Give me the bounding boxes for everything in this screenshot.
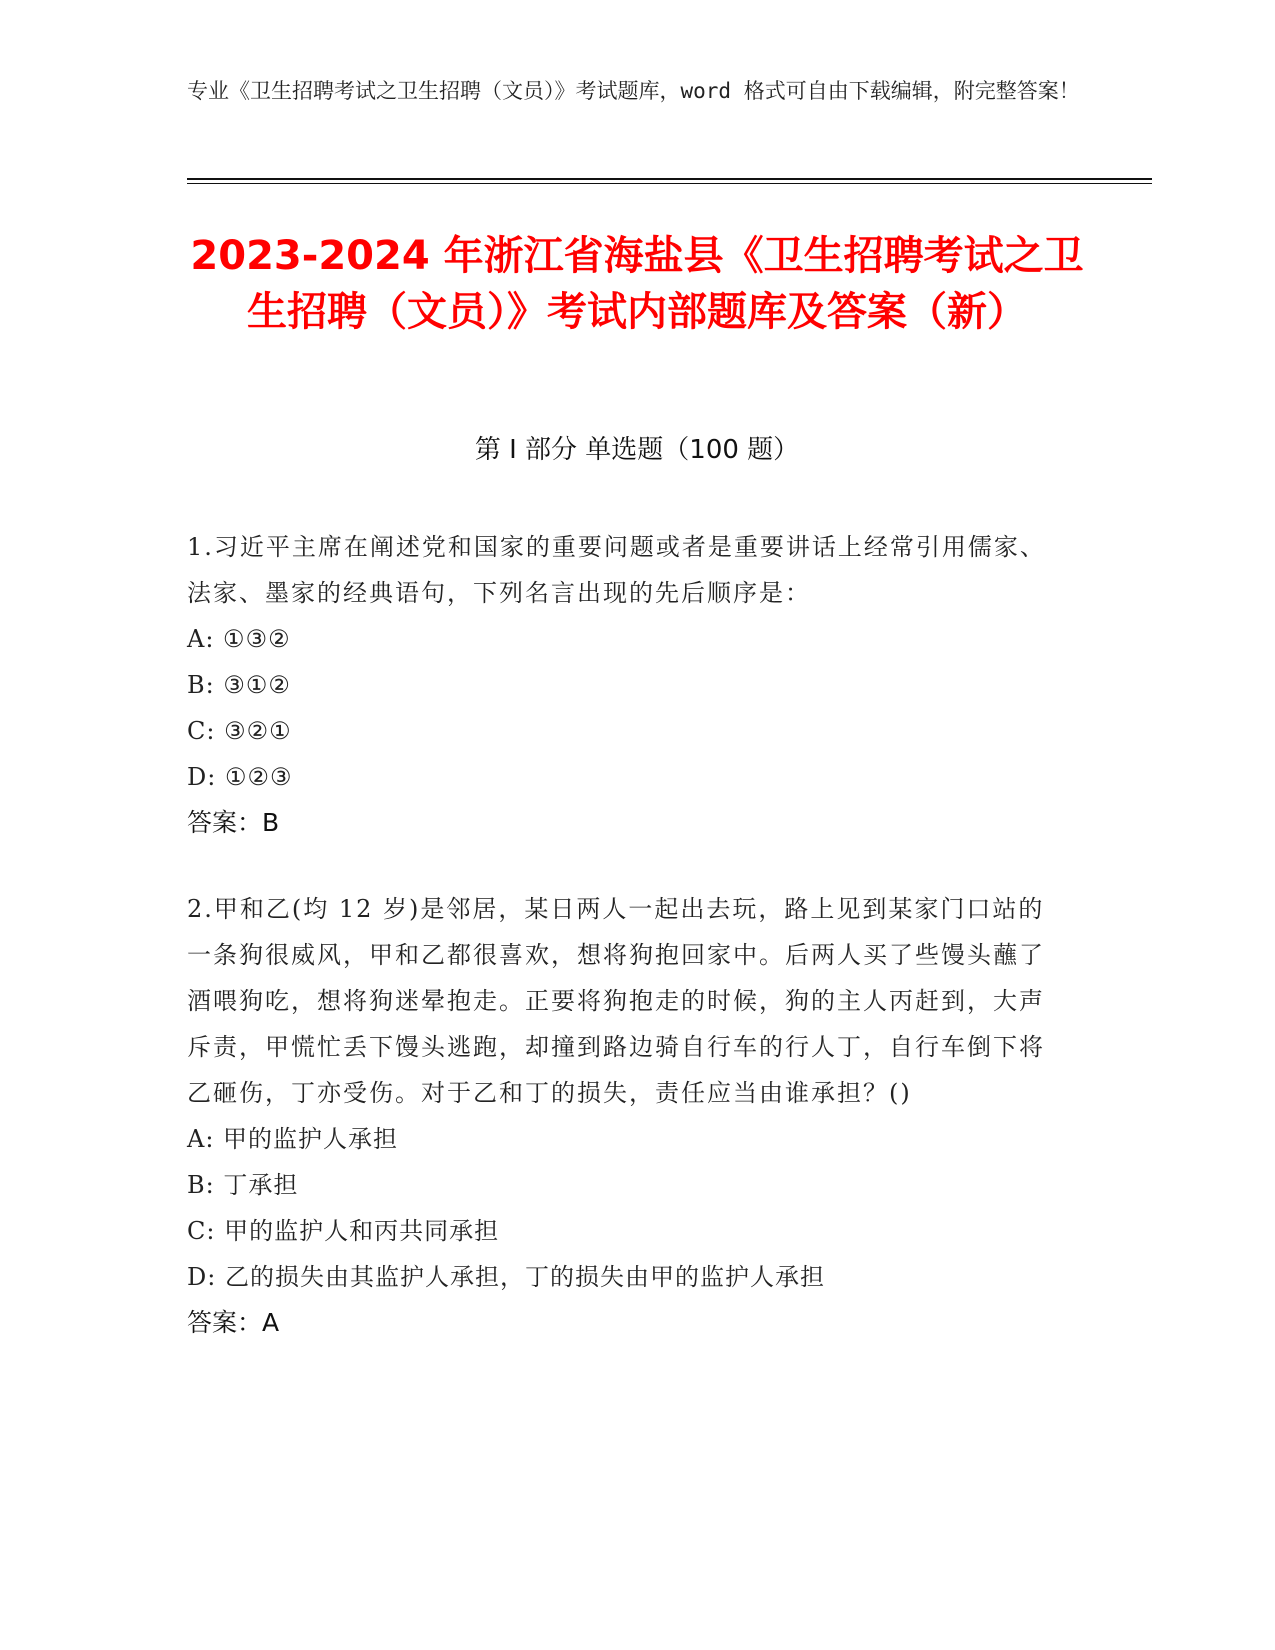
question-1	[187, 524, 1067, 846]
question-stem: 1.习近平主席在阐述党和国家的重要问题或者是重要讲话上经常引用儒家、法家、墨家的经典语句，下列名言出现的先后顺序是：	[187, 533, 1046, 607]
document-title: 2023-2024 年浙江省海盐县《卫生招聘考试之卫生招聘（文员）》考试内部题库及答案（新）	[190, 233, 1084, 335]
header-rule-thin	[187, 183, 1152, 184]
option-b: B: ③①②	[187, 671, 291, 699]
answer: 答案：A	[187, 1308, 280, 1337]
section-title: 第 I 部分 单选题（100 题）	[474, 435, 800, 465]
question-stem: 2.甲和乙(均 12 岁)是邻居，某日两人一起出去玩，路上见到某家门口站的一条狗很威风，甲和乙都很喜欢，想将狗抱回家中。后两人买了些馒头蘸了酒喂狗吃，想将狗迷晕抱走。正要将狗抱走的时候，狗的主人丙赶到，大声斥责，甲慌忙丢下馒头逃跑，却撞到路边骑自行车的行人丁，自行车倒下将乙砸伤，丁亦受伤。对于乙和丁的损失，责任应当由谁承担？()	[187, 895, 1045, 1107]
option-a: A: 甲的监护人承担	[187, 1125, 399, 1153]
option-c: C: 甲的监护人和丙共同承担	[187, 1217, 500, 1245]
option-d: D: ①②③	[187, 763, 293, 791]
header-note: 专业《卫生招聘考试之卫生招聘（文员）》考试题库，word 格式可自由下载编辑，附完整答案！	[187, 79, 1080, 103]
answer: 答案：B	[187, 808, 280, 837]
option-c: C: ③②①	[187, 717, 292, 745]
option-d: D: 乙的损失由其监护人承担，丁的损失由甲的监护人承担	[187, 1263, 825, 1291]
option-a: A: ①③②	[187, 625, 291, 653]
header-rule-thick	[187, 178, 1152, 180]
option-b: B: 丁承担	[187, 1171, 299, 1199]
question-2	[187, 886, 1067, 1346]
